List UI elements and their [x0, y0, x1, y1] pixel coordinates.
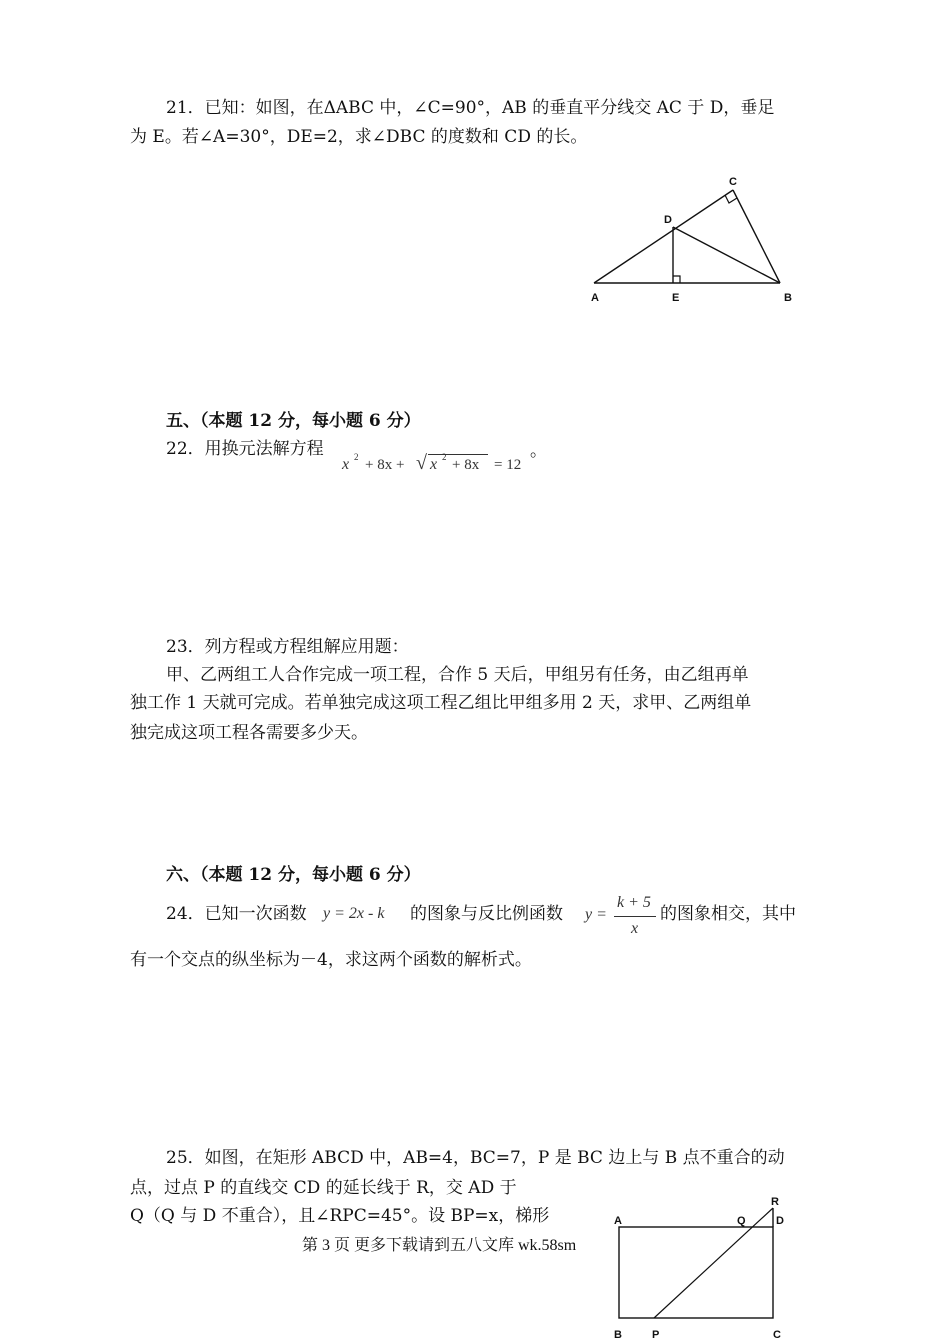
- q24-f2-denominator: x: [631, 920, 639, 937]
- q25-line-1: 25．如图，在矩形 ABCD 中，AB=4，BC=7，P 是 BC 边上与 B 点不重合的动: [166, 1148, 785, 1168]
- sqrt-sign: √: [416, 452, 427, 474]
- q21-line-2: 为 E。若∠A=30°，DE=2，求∠DBC 的度数和 CD 的长。: [130, 127, 588, 147]
- section-6-title: 六、（本题 12 分，每小题 6 分）: [166, 865, 421, 885]
- eq-x1: x: [342, 456, 350, 473]
- eq-sq2: 2: [442, 452, 447, 462]
- label-a: A: [614, 1215, 622, 1227]
- triangle-abc-figure: [585, 170, 825, 310]
- label-b: B: [614, 1329, 622, 1341]
- label-c: C: [729, 176, 737, 188]
- segment-pr: [654, 1208, 773, 1318]
- q23-line-1: 23．列方程或方程组解应用题：: [166, 637, 409, 657]
- q24-f2-lhs: y =: [585, 906, 607, 923]
- label-r: R: [771, 1196, 779, 1208]
- q24-linear-function: y = 2x - k: [323, 905, 385, 922]
- segment-cb: [733, 190, 780, 283]
- label-e: E: [672, 292, 680, 304]
- q22-equation: [340, 448, 540, 478]
- segment-db: [673, 227, 780, 283]
- rectangle-abcd-figure: [605, 1192, 825, 1342]
- q23-line-3: 独工作 1 天就可完成。若单独完成这项工程乙组比甲组多用 2 天，求甲、乙两组单: [130, 693, 752, 713]
- label-q: Q: [737, 1215, 746, 1227]
- rectangle-abcd: [619, 1227, 773, 1318]
- eq-equals-12: = 12: [494, 457, 522, 473]
- q24-part-1: 24．已知一次函数: [166, 904, 307, 924]
- page-footer: 第 3 页 更多下载请到五八文库 wk.58sm: [302, 1237, 577, 1254]
- label-c: C: [773, 1329, 781, 1341]
- segment-ac: [594, 190, 733, 283]
- label-a: A: [591, 292, 599, 304]
- q24-line-2: 有一个交点的纵坐标为－4，求这两个函数的解析式。: [130, 950, 532, 970]
- eq-plus8x-2: + 8x: [452, 457, 480, 473]
- eq-sq1: 2: [354, 452, 359, 462]
- sqrt-bar: [428, 454, 488, 455]
- q24-fraction-bar: [614, 916, 656, 917]
- q25-line-2: 点，过点 P 的直线交 CD 的延长线于 R，交 AD 于: [130, 1178, 517, 1198]
- eq-plus8x-1: + 8x +: [365, 457, 405, 473]
- right-angle-mark-e: [673, 276, 680, 283]
- q25-line-3: Q（Q 与 D 不重合），且∠RPC=45°。设 BP=x，梯形: [130, 1206, 550, 1226]
- label-b: B: [784, 292, 792, 304]
- q23-line-4: 独完成这项工程各需要多少天。: [130, 723, 368, 743]
- q24-f2-numerator: k + 5: [617, 894, 651, 911]
- eq-x2: x: [430, 456, 438, 473]
- q23-line-2: 甲、乙两组工人合作完成一项工程，合作 5 天后，甲组另有任务，由乙组再单: [166, 665, 749, 685]
- label-p: P: [652, 1329, 660, 1341]
- q22-text: 22．用换元法解方程: [166, 439, 324, 459]
- q21-line-1: 21．已知：如图，在ΔABC 中，∠C=90°，AB 的垂直平分线交 AC 于 D，垂足: [166, 98, 775, 118]
- right-angle-mark-c: [725, 195, 737, 203]
- q24-part-3: 的图象相交，其中: [660, 904, 796, 924]
- q24-part-2: 的图象与反比例函数: [410, 904, 563, 924]
- label-d: D: [664, 214, 672, 226]
- q22-end: 。: [530, 441, 547, 461]
- label-d: D: [776, 1215, 784, 1227]
- section-5-title: 五、（本题 12 分，每小题 6 分）: [166, 411, 421, 431]
